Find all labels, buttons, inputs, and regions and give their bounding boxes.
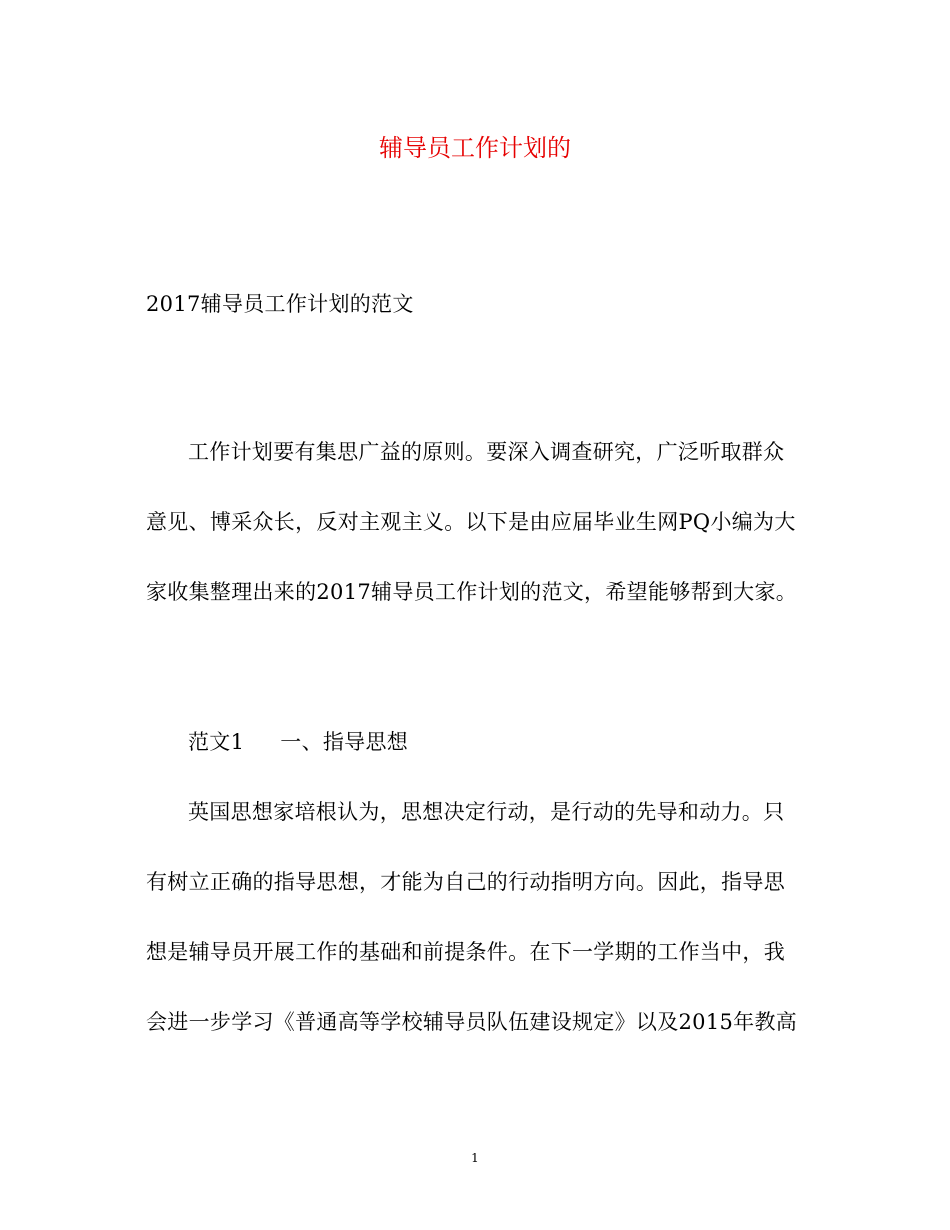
body-line-4: 会进一步学习《普通高等学校辅导员队伍建设规定》以及2015年教高 [146, 1010, 798, 1034]
section-label: 范文1 [188, 730, 245, 754]
body-line-2: 有树立正确的指导思想，才能为自己的行动指明方向。因此，指导思 [146, 870, 785, 894]
body-line-1: 英国思想家培根认为，思想决定行动，是行动的先导和动力。只 [188, 800, 785, 824]
document-subtitle: 2017辅导员工作计划的范文 [146, 292, 414, 316]
intro-line-1: 工作计划要有集思广益的原则。要深入调查研究，广泛听取群众 [188, 440, 785, 464]
document-title: 辅导员工作计划的 [379, 134, 571, 162]
body-line-3: 想是辅导员开展工作的基础和前提条件。在下一学期的工作当中，我 [146, 940, 785, 964]
intro-line-3: 家收集整理出来的2017辅导员工作计划的范文，希望能够帮到大家。 [146, 580, 798, 604]
section-heading-row [188, 722, 868, 762]
page-number: 1 [471, 1151, 479, 1165]
intro-line-2: 意见、博采众长，反对主观主义。以下是由应届毕业生网PQ小编为大 [146, 510, 796, 534]
section-heading: 一、指导思想 [280, 730, 409, 754]
